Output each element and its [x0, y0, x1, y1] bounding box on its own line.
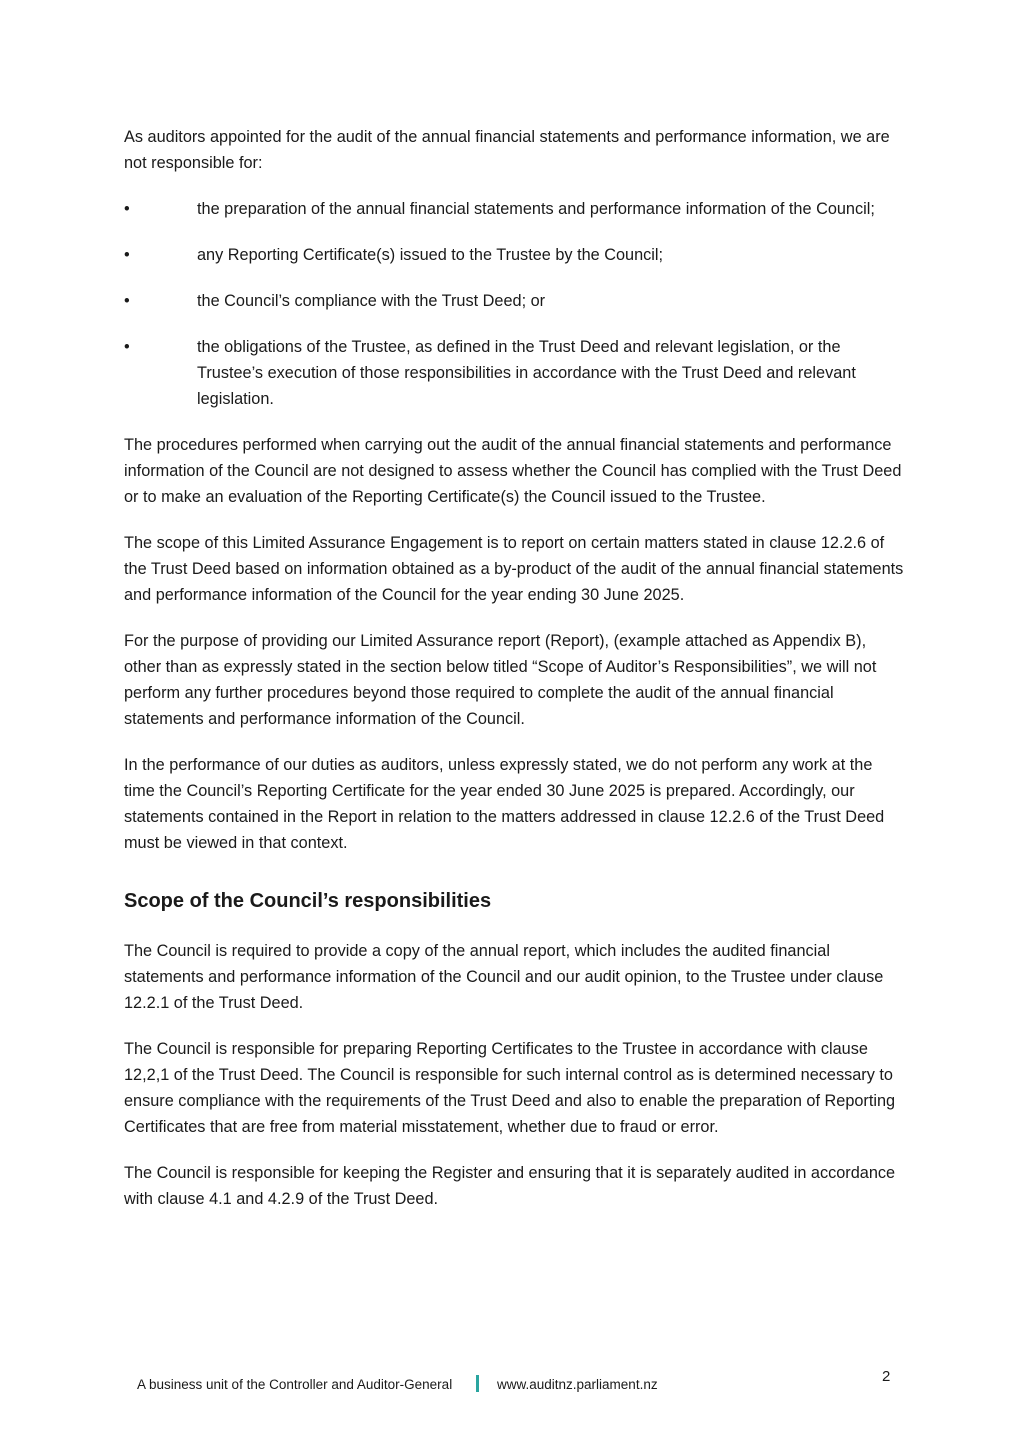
- procedures-paragraph: The procedures performed when carrying out the audit of the annual financial statements and performance information of the Council are not designed to assess whether the Council has complied with the Trust Deed or to make an evaluation of the Reporting Certificate(s) the Council issued to the Trustee.: [124, 436, 902, 506]
- council-register-paragraph: The Council is responsible for keeping the Register and ensuring that it is separately audited in accordance with clause 4.1 and 4.2.9 of the Trust Deed.: [124, 1164, 896, 1208]
- section-heading: Scope of the Council’s responsibilities: [124, 890, 492, 912]
- intro-paragraph: As auditors appointed for the audit of the annual financial statements and performance information, we are not responsible for:: [124, 128, 890, 172]
- list-item-text: the Council’s compliance with the Trust Deed; or: [197, 292, 546, 310]
- purpose-paragraph: For the purpose of providing our Limited Assurance report (Report), (example attached as Appendix B), other than as expressly stated in the section below titled “Scope of Auditor’s Responsibilities”, we will not perform any further procedures beyond those required to complete the audit of the annual financial statements and performance information of the Council.: [124, 632, 877, 728]
- page-footer: [137, 1372, 897, 1394]
- list-item-text: the obligations of the Trustee, as defined in the Trust Deed and relevant legislation, or the Trustee’s execution of those responsibilities in accordance with the Trust Deed and relevant legislation.: [197, 338, 856, 408]
- bullet-icon: •: [124, 292, 130, 310]
- list-item: [124, 242, 904, 268]
- footer-separator: [476, 1375, 479, 1392]
- list-item-text: the preparation of the annual financial statements and performance information of the Council;: [197, 200, 875, 218]
- page-number: 2: [882, 1368, 891, 1385]
- footer-unit-text: A business unit of the Controller and Auditor-General: [137, 1377, 453, 1392]
- list-item: [124, 288, 904, 314]
- not-responsible-list: [124, 196, 904, 412]
- footer-url-link[interactable]: www.auditnz.parliament.nz: [497, 1377, 658, 1392]
- scope-paragraph: The scope of this Limited Assurance Engagement is to report on certain matters stated in clause 12.2.6 of the Trust Deed based on information obtained as a by-product of the audit of the annual financial statements and performance information of the Council for the year ending 30 June 2025.: [124, 534, 904, 604]
- bullet-icon: •: [124, 200, 130, 218]
- bullet-icon: •: [124, 246, 130, 264]
- list-item: [124, 334, 904, 412]
- council-copy-paragraph: The Council is required to provide a copy of the annual report, which includes the audited financial statements and performance information of the Council and our audit opinion, to the Trustee under clause 12.2.1 of the Trust Deed.: [124, 942, 884, 1012]
- document-body: [124, 124, 904, 1232]
- council-certificates-paragraph: The Council is responsible for preparing Reporting Certificates to the Trustee in accordance with clause 12,2,1 of the Trust Deed. The Council is responsible for such internal control as is determined necessary to ensure compliance with the requirements of the Trust Deed and also to enable the preparation of Reporting Certificates that are free from material misstatement, whether due to fraud or error.: [124, 1040, 896, 1136]
- performance-paragraph: In the performance of our duties as auditors, unless expressly stated, we do not perform any work at the time the Council’s Reporting Certificate for the year ended 30 June 2025 is prepared. Accordingly, our statements contained in the Report in relation to the matters addressed in clause 12.2.6 of the Trust Deed must be viewed in that context.: [124, 756, 885, 852]
- list-item: [124, 196, 904, 222]
- list-item-text: any Reporting Certificate(s) issued to the Trustee by the Council;: [197, 246, 664, 264]
- bullet-icon: •: [124, 338, 130, 356]
